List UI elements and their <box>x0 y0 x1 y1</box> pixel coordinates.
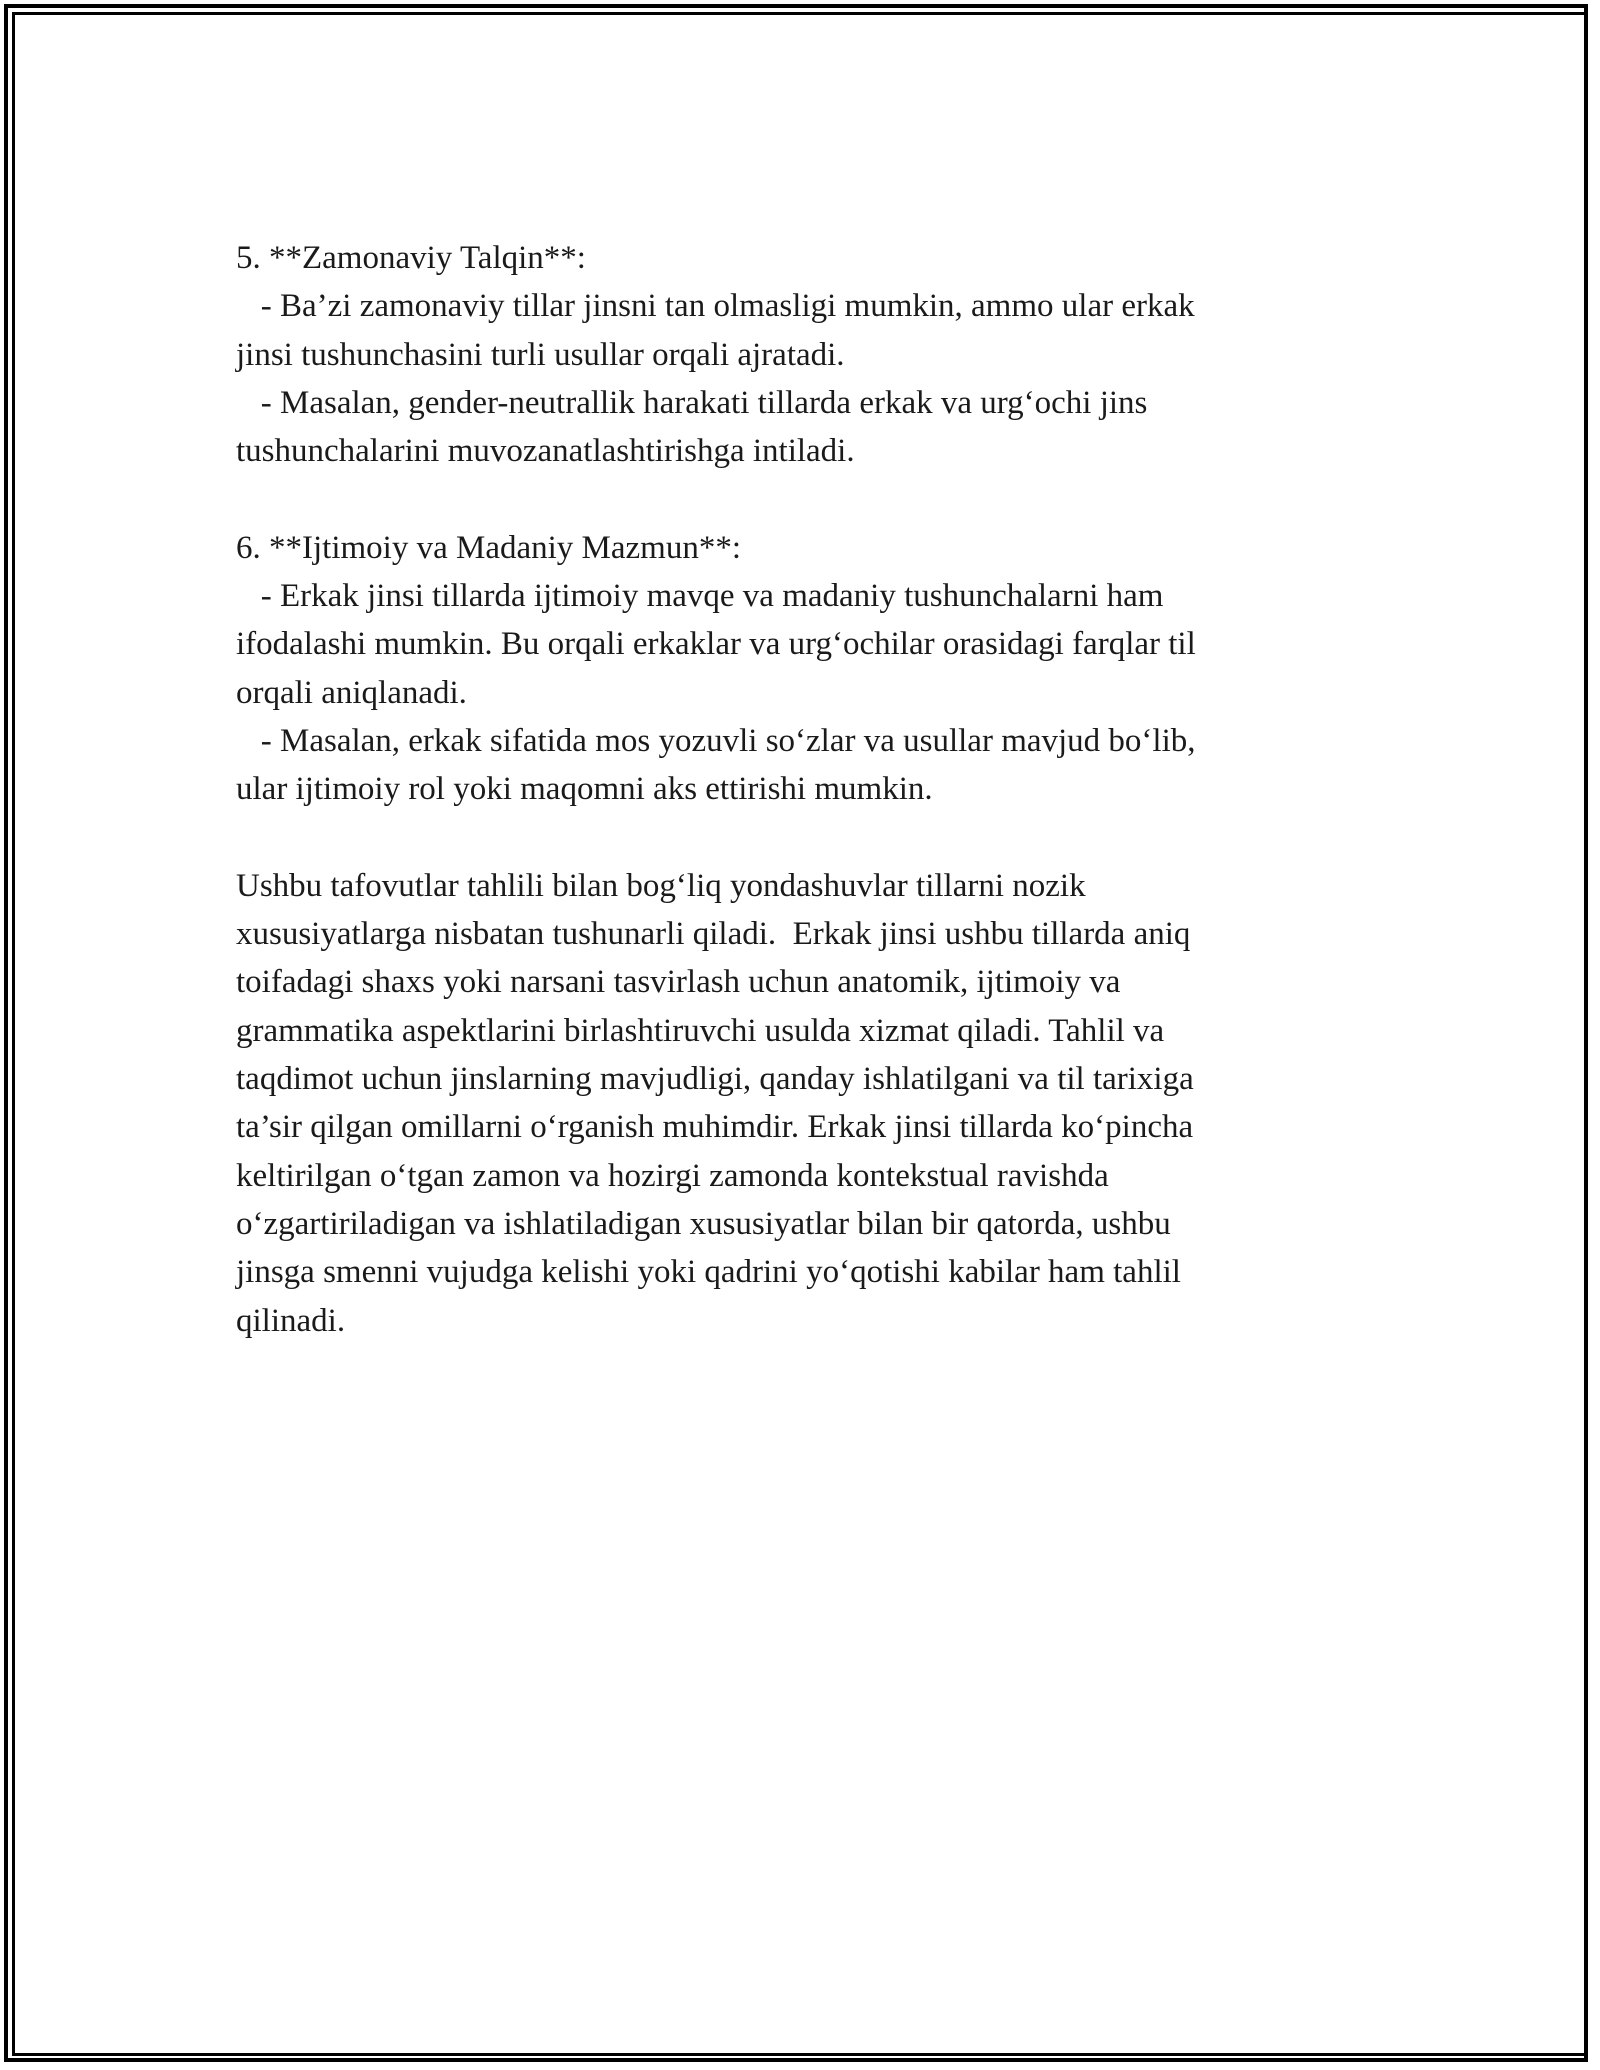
text-line: jinsi tushunchasini turli usullar orqali ajratadi. <box>236 336 845 373</box>
text-line: toifadagi shaxs yoki narsani tasvirlash uchun anatomik, ijtimoiy va <box>236 964 1121 1001</box>
conclusion-paragraph <box>236 862 1316 1345</box>
document-body <box>236 234 1316 1345</box>
text-line: taqdimot uchun jinslarning mavjudligi, qanday ishlatilgani va til tarixiga <box>236 1061 1194 1098</box>
text-line: - Ba’zi zamonaviy tillar jinsni tan olmasligi mumkin, ammo ular erkak <box>236 288 1195 325</box>
text-line: - Masalan, gender-neutrallik harakati tillarda erkak va urg‘ochi jins <box>236 384 1148 421</box>
section-heading: 6. **Ijtimoiy va Madaniy Mazmun**: <box>236 529 742 566</box>
section-heading: 5. **Zamonaviy Talqin**: <box>236 240 586 276</box>
text-line: Ushbu tafovutlar tahlili bilan bog‘liq yondashuvlar tillarni nozik <box>236 867 1086 904</box>
text-line: jinsga smenni vujudga kelishi yoki qadrini yo‘qotishi kabilar ham tahlil <box>236 1254 1181 1291</box>
text-line: orqali aniqlanadi. <box>236 674 467 711</box>
text-line: ular ijtimoiy rol yoki maqomni aks ettirishi mumkin. <box>236 771 933 808</box>
text-line: - Erkak jinsi tillarda ijtimoiy mavqe va madaniy tushunchalarni ham <box>236 578 1164 615</box>
text-line: ta’sir qilgan omillarni o‘rganish muhimdir. Erkak jinsi tillarda ko‘pincha <box>236 1109 1194 1146</box>
text-line: tushunchalarini muvozanatlashtirishga intiladi. <box>236 433 855 470</box>
text-line: xususiyatlarga nisbatan tushunarli qiladi. Erkak jinsi ushbu tillarda aniq <box>236 916 1191 953</box>
section-5 <box>236 234 1316 475</box>
paragraph-spacer <box>236 814 1316 862</box>
text-line: grammatika aspektlarini birlashtiruvchi usulda xizmat qiladi. Tahlil va <box>236 1012 1165 1049</box>
text-line: - Masalan, erkak sifatida mos yozuvli so‘zlar va usullar mavjud bo‘lib, <box>236 722 1196 759</box>
paragraph-spacer <box>236 475 1316 523</box>
text-line: o‘zgartiriladigan va ishlatiladigan xususiyatlar bilan bir qatorda, ushbu <box>236 1205 1171 1242</box>
text-line: qilinadi. <box>236 1302 346 1339</box>
text-line: ifodalashi mumkin. Bu orqali erkaklar va urg‘ochilar orasidagi farqlar til <box>236 626 1196 663</box>
text-line: keltirilgan o‘tgan zamon va hozirgi zamonda kontekstual ravishda <box>236 1157 1109 1194</box>
section-6 <box>236 524 1316 814</box>
